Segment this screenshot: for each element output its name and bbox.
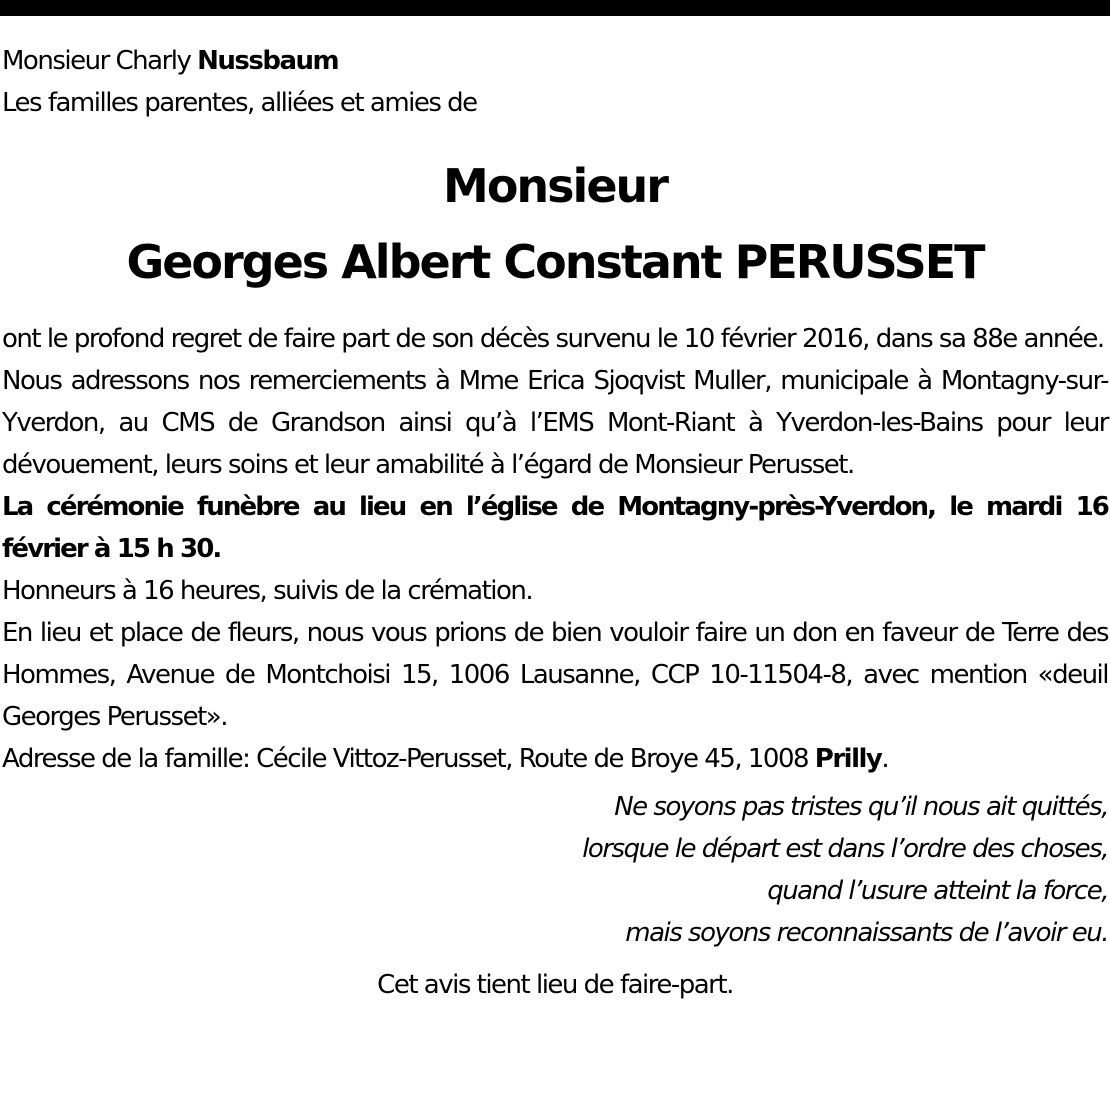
deceased-name-block [2, 148, 1108, 300]
poem-line: mais soyons reconnaissants de l’avoir eu. [625, 918, 1108, 948]
poem [2, 786, 1108, 954]
donation-paragraph: En lieu et place de fleurs, nous vous prions de bien vouloir faire un don en faveur de Terre des Hommes, Avenue de Montchoisi 15, 1006 Lausanne, CCP 10-11504-8, avec mention «deuil Georges Perusset». [2, 618, 1108, 732]
poem-line: quand l’usure atteint la force, [767, 876, 1108, 906]
address-city: Prilly [814, 744, 882, 774]
ceremony-details: La cérémonie funèbre au lieu en l’église de Montagny-près-Yverdon, le mardi 16 février à 15 h 30. [2, 492, 1108, 564]
mourner-line [2, 40, 1108, 82]
family-address [2, 738, 1108, 780]
obituary-notice [2, 40, 1108, 1006]
mourner-surname: Nussbaum [197, 46, 339, 76]
thanks-paragraph: Nous adressons nos remerciements à Mme Erica Sjoqvist Muller, municipale à Montagny-sur-Yverdon, au CMS de Grandson ainsi qu’à l’EMS Mont-Riant à Yverdon-les-Bains pour leur dévouement, leurs soins et leur amabilité à l’égard de Monsieur Perusset. [2, 366, 1108, 480]
families-line: Les familles parentes, alliées et amies de [2, 88, 477, 118]
notice-body [2, 318, 1108, 780]
deceased-name: Georges Albert Constant PERUSSET [126, 235, 984, 289]
address-end: . [881, 744, 889, 774]
poem-line: lorsque le départ est dans l’ordre des choses, [582, 834, 1108, 864]
closing-note: Cet avis tient lieu de faire-part. [377, 970, 733, 1000]
mourner-name: Monsieur Charly [2, 46, 198, 76]
poem-line: Ne soyons pas tristes qu’il nous ait quittés, [614, 792, 1108, 822]
top-border-rule [0, 0, 1110, 16]
address-text: Adresse de la famille: Cécile Vittoz-Perusset, Route de Broye 45, 1008 [2, 744, 815, 774]
deceased-title: Monsieur [443, 159, 667, 213]
honours-line: Honneurs à 16 heures, suivis de la crémation. [2, 576, 533, 606]
death-announcement: ont le profond regret de faire part de son décès survenu le 10 février 2016, dans sa 88e année. [2, 324, 1104, 354]
